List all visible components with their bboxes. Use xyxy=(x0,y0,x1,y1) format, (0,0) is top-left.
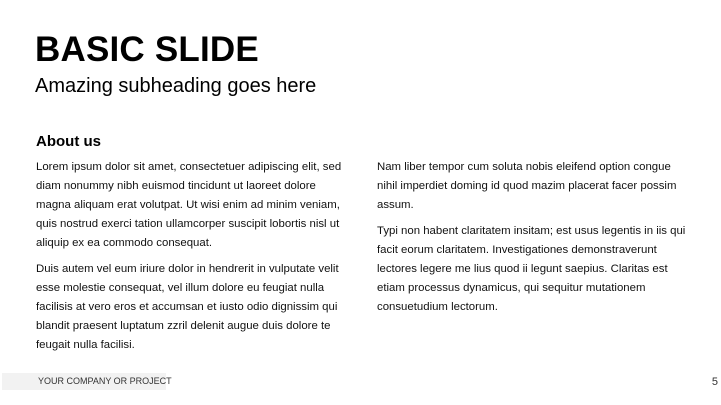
page-number: 5 xyxy=(711,376,718,388)
section-heading: About us xyxy=(36,133,101,150)
slide-subtitle: Amazing subheading goes here xyxy=(35,75,317,97)
right-paragraph-2: Typi non habent claritatem insitam; est usus legentis in iis qui facit eorum claritatem. Investigationes demonstraverunt lectores legere me lius quod ii legunt saepius. Claritas est etiam processus dynamicus, qui sequitur mutationem consuetudium lectorum. xyxy=(377,225,686,313)
left-paragraph-2: Duis autem vel eum iriure dolor in hendrerit in vulputate velit esse molestie consequat, vel illum dolore eu feugiat nulla facilisis at vero eros et accumsan et iusto odio dignissim qui blandit praesent luptatum zzril delenit augue duis dolore te feugait nulla facilisi. xyxy=(36,263,339,351)
right-column xyxy=(377,158,689,324)
left-column xyxy=(36,158,348,362)
left-paragraph-1: Lorem ipsum dolor sit amet, consectetuer adipiscing elit, sed diam nonummy nibh euismod tincidunt ut laoreet dolore magna aliquam erat volutpat. Ut wisi enim ad minim veniam, quis nostrud exerci tation ullamcorper suscipit lobortis nisl ut aliquip ex ea commodo consequat. xyxy=(36,161,342,249)
slide-title: BASIC SLIDE xyxy=(35,30,259,69)
right-paragraph-1: Nam liber tempor cum soluta nobis eleifend option congue nihil imperdiet doming id quod mazim placerat facer possim assum. xyxy=(377,161,677,211)
footer-company-label: YOUR COMPANY OR PROJECT xyxy=(2,373,166,390)
